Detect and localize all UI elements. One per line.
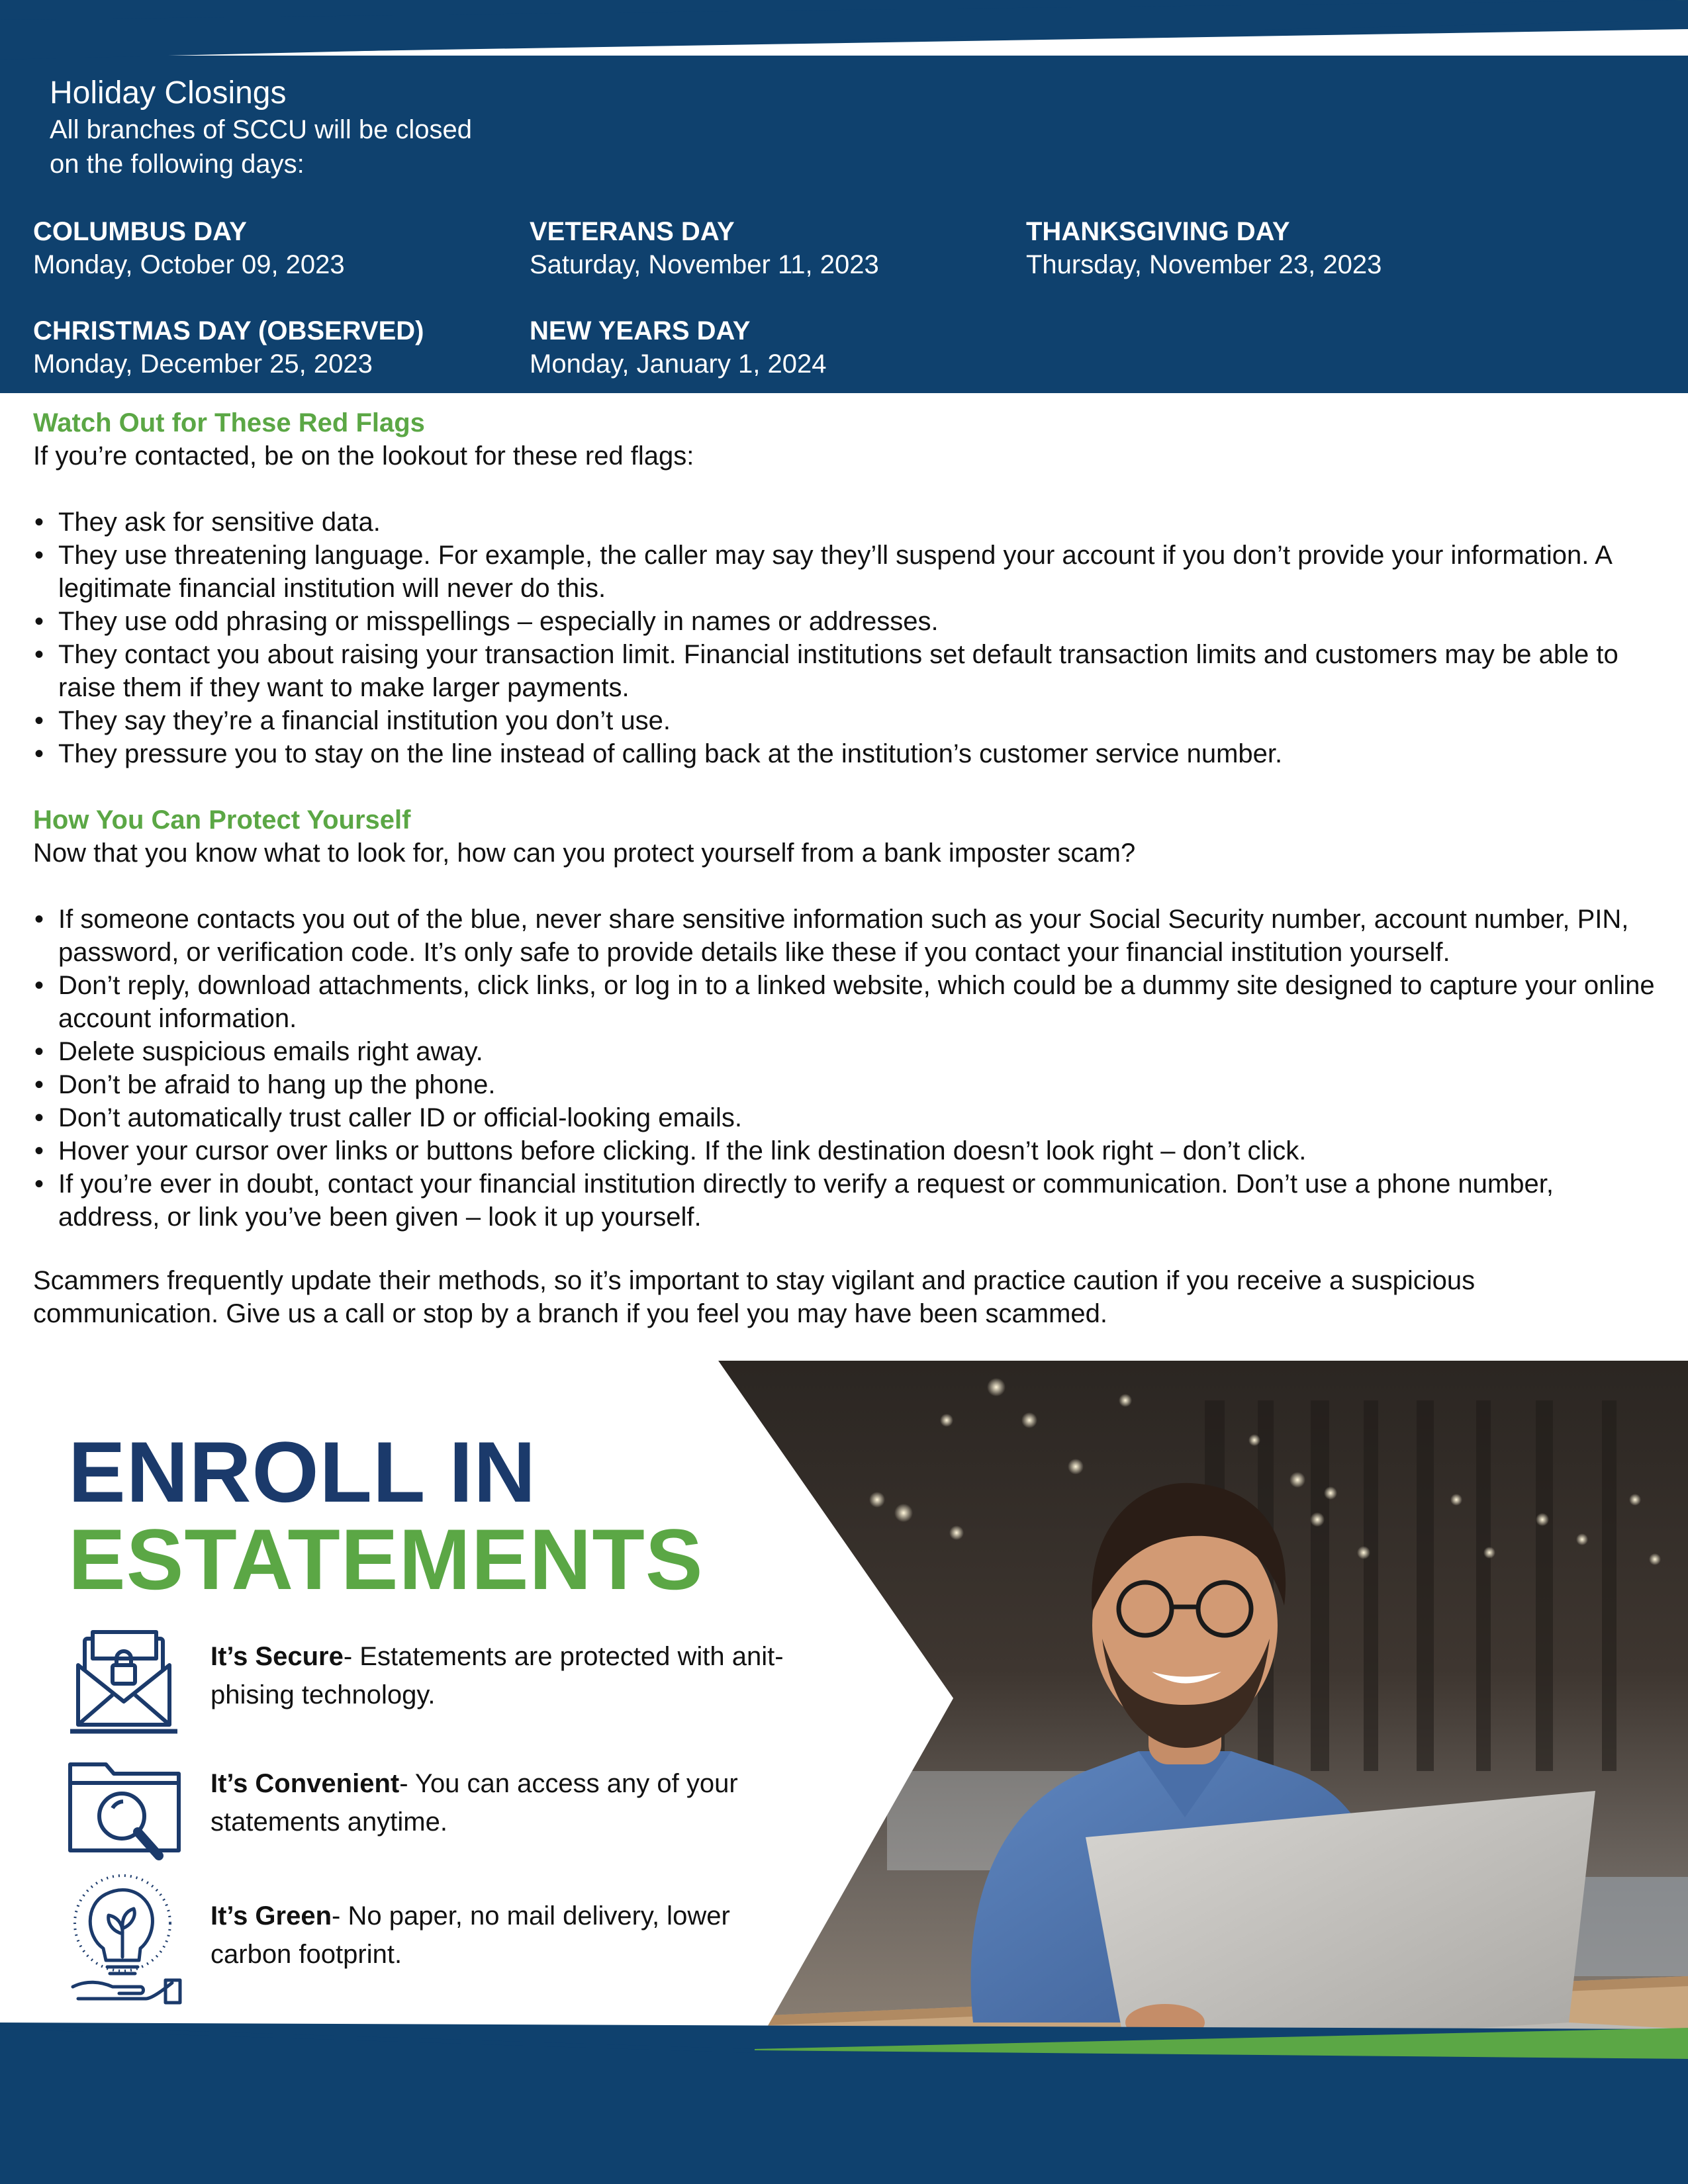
list-item: • They pressure you to stay on the line instead of calling back at the institution’s customer service number. bbox=[33, 737, 1662, 770]
protect-list bbox=[33, 903, 1662, 1234]
closing-name: COLUMBUS DAY bbox=[33, 217, 247, 246]
holiday-title: Holiday Closings bbox=[50, 75, 287, 111]
closing-veterans-day bbox=[530, 215, 879, 281]
closing-paragraph: Scammers frequently update their methods, so it’s important to stay vigilant and practice caution if you receive a suspicious communication. Give us a call or stop by a branch if you feel you may have been scammed. bbox=[33, 1266, 1476, 1328]
green-bulb-icon bbox=[66, 1874, 182, 2007]
closing-paragraph-section bbox=[33, 1264, 1662, 1330]
list-item: • Don’t be afraid to hang up the phone. bbox=[33, 1068, 1662, 1101]
holiday-subtitle-line2: on the following days: bbox=[50, 150, 305, 179]
closing-christmas-day bbox=[33, 314, 424, 381]
feature-secure-text bbox=[211, 1637, 806, 1714]
list-item: • They ask for sensitive data. bbox=[33, 506, 1662, 539]
closing-name: VETERANS DAY bbox=[530, 217, 735, 246]
enroll-title-line1: ENROLL IN bbox=[68, 1424, 537, 1520]
folder-search-icon bbox=[66, 1751, 182, 1867]
list-item: • They say they’re a financial institution you don’t use. bbox=[33, 704, 1662, 737]
closing-date: Monday, October 09, 2023 bbox=[33, 250, 345, 279]
estatements-promo bbox=[0, 1361, 1688, 2184]
feature-convenient-text bbox=[211, 1764, 806, 1841]
red-flags-section bbox=[33, 406, 1662, 770]
red-flags-heading: Watch Out for These Red Flags bbox=[33, 408, 425, 437]
list-item: • Don’t reply, download attachments, click links, or log in to a linked website, which could be a dummy site designed to capture your online account information. bbox=[33, 969, 1662, 1035]
red-flags-intro: If you’re contacted, be on the lookout for these red flags: bbox=[33, 441, 694, 471]
protect-section bbox=[33, 803, 1662, 1234]
list-item: • They use threatening language. For example, the caller may say they’ll suspend your account if you don’t provide your information. A legitimate financial institution will never do this. bbox=[33, 539, 1662, 605]
holiday-header bbox=[50, 74, 472, 181]
feature-description: - Estatements are protected with anit-phising technology. bbox=[211, 1642, 784, 1709]
closing-date: Monday, December 25, 2023 bbox=[33, 349, 373, 379]
closing-thanksgiving-day bbox=[1026, 215, 1382, 281]
list-item: • Don’t automatically trust caller ID or official-looking emails. bbox=[33, 1101, 1662, 1134]
protect-heading: How You Can Protect Yourself bbox=[33, 805, 411, 835]
red-flags-list bbox=[33, 506, 1662, 770]
closing-columbus-day bbox=[33, 215, 345, 281]
list-item: • They use odd phrasing or misspellings – especially in names or addresses. bbox=[33, 605, 1662, 638]
closing-date: Saturday, November 11, 2023 bbox=[530, 250, 879, 279]
closing-name: THANKSGIVING DAY bbox=[1026, 217, 1290, 246]
closing-date: Thursday, November 23, 2023 bbox=[1026, 250, 1382, 279]
feature-green-text bbox=[211, 1897, 806, 1974]
closing-name: NEW YEARS DAY bbox=[530, 316, 751, 345]
closing-date: Monday, January 1, 2024 bbox=[530, 349, 827, 379]
secure-email-icon bbox=[66, 1625, 182, 1738]
enroll-title-line2: ESTATEMENTS bbox=[68, 1511, 704, 1608]
feature-description: - No paper, no mail delivery, lower carbon footprint. bbox=[211, 1901, 730, 1969]
protect-intro: Now that you know what to look for, how can you protect yourself from a bank imposter scam? bbox=[33, 839, 1136, 868]
holiday-closings-banner bbox=[0, 0, 1688, 393]
list-item: • They contact you about raising your transaction limit. Financial institutions set default transaction limits and customers may be able to raise them if they want to make larger payments. bbox=[33, 638, 1662, 704]
list-item: • If someone contacts you out of the blue, never share sensitive information such as your Social Security number, account number, PIN, password, or verification code. It’s only safe to provide details like these if you contact your financial institution yourself. bbox=[33, 903, 1662, 969]
enroll-title bbox=[68, 1424, 704, 1608]
feature-label: It’s Convenient bbox=[211, 1769, 400, 1798]
list-item: • Delete suspicious emails right away. bbox=[33, 1035, 1662, 1068]
feature-label: It’s Green bbox=[211, 1901, 332, 1931]
closing-name: CHRISTMAS DAY (OBSERVED) bbox=[33, 316, 424, 345]
closing-new-years-day bbox=[530, 314, 826, 381]
feature-description: - You can access any of your statements anytime. bbox=[211, 1769, 738, 1837]
list-item: • If you’re ever in doubt, contact your financial institution directly to verify a request or communication. Don’t use a phone number, address, or link you’ve been given – look it up yourself. bbox=[33, 1167, 1662, 1234]
holiday-subtitle-line1: All branches of SCCU will be closed bbox=[50, 115, 473, 144]
feature-label: It’s Secure bbox=[211, 1642, 344, 1671]
list-item: • Hover your cursor over links or buttons before clicking. If the link destination doesn’t look right – don’t click. bbox=[33, 1134, 1662, 1167]
